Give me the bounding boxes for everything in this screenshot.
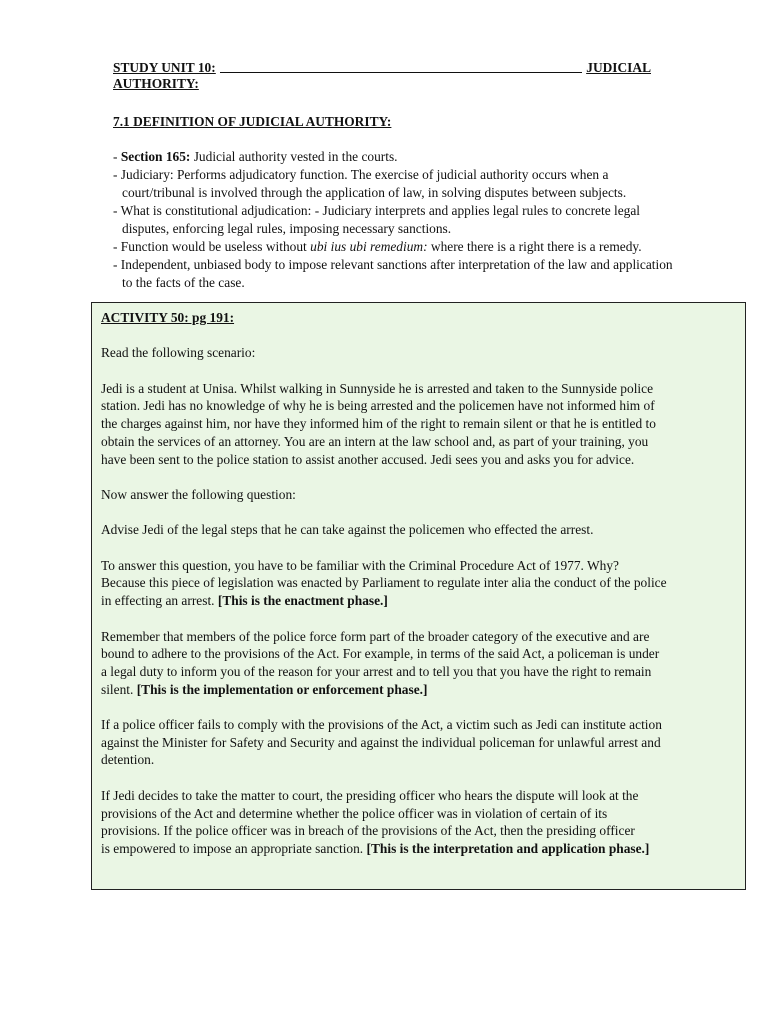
text-line: the charges against him, nor have they informed him of the right to remain silent or that he is entitled to [101, 416, 656, 432]
bullet-continuation: court/tribunal is involved through the application of law, in solving disputes between subjects. [122, 185, 627, 200]
text-line: silent. [101, 681, 137, 697]
latin-maxim: ubi ius ubi remedium: [310, 239, 428, 254]
text-line: obtain the services of an attorney. You are an intern at the law school and, as part of your training, you [101, 433, 649, 449]
text-line: station. Jedi has no knowledge of why he is being arrested and the policemen have not informed him of [101, 398, 655, 414]
enactment-paragraph [101, 557, 736, 610]
text-line: in effecting an arrest. [101, 593, 218, 609]
text-line: bound to adhere to the provisions of the Act. For example, in terms of the said Act, a policeman is under [101, 646, 660, 662]
text-line: against the Minister for Safety and Security and against the individual policeman for unlawful arrest and [101, 734, 661, 750]
text-line: To answer this question, you have to be familiar with the Criminal Procedure Act of 1977. Why? [101, 557, 619, 573]
study-unit-heading [113, 60, 651, 92]
bullet-item [113, 256, 753, 292]
study-unit-title-part1: JUDICIAL [586, 60, 651, 75]
bullet-continuation: disputes, enforcing legal rules, imposing necessary sanctions. [122, 221, 452, 236]
text-line: Because this piece of legislation was enacted by Parliament to regulate inter alia the conduct of the police [101, 575, 667, 591]
study-unit-title-part2: AUTHORITY: [113, 76, 199, 91]
interpretation-paragraph [101, 787, 736, 858]
phase-label: [This is the implementation or enforcement phase.] [136, 681, 428, 697]
bullet-text: - Judiciary: Performs adjudicatory function. The exercise of judicial authority occurs when a [113, 167, 609, 182]
definition-bullet-list [113, 148, 753, 292]
question-paragraph: Advise Jedi of the legal steps that he can take against the policemen who effected the arrest. [101, 522, 594, 538]
text-line: provisions of the Act and determine whether the police officer was in violation of certain of its [101, 805, 608, 821]
text-line: have been sent to the police station to assist another accused. Jedi sees you and asks you for advice. [101, 451, 635, 467]
bullet-text: Judicial authority vested in the courts. [190, 149, 398, 164]
bullet-item [113, 238, 753, 256]
text-line: Remember that members of the police force form part of the broader category of the executive and are [101, 628, 650, 644]
bullet-prefix: - [113, 149, 121, 164]
activity-box [91, 302, 746, 890]
activity-paragraph: Read the following scenario: [101, 345, 256, 361]
section-title: 7.1 DEFINITION OF JUDICIAL AUTHORITY: [113, 114, 392, 129]
scenario-paragraph [101, 380, 736, 469]
study-unit-label: STUDY UNIT 10: [113, 60, 216, 75]
enforcement-paragraph [101, 628, 736, 699]
phase-label: [This is the interpretation and application phase.] [366, 840, 650, 856]
bullet-text: - Function would be useless without [113, 239, 311, 254]
bullet-item [113, 202, 753, 238]
text-line: a legal duty to inform you of the reason for your arrest and to tell you that you have the right to remain [101, 663, 652, 679]
heading-underline-gap [220, 60, 583, 73]
text-line: detention. [101, 752, 155, 768]
text-line: If Jedi decides to take the matter to court, the presiding officer who hears the dispute will look at the [101, 787, 639, 803]
activity-paragraph: Now answer the following question: [101, 486, 296, 502]
phase-label: [This is the enactment phase.] [217, 593, 388, 609]
remedy-paragraph [101, 716, 736, 769]
text-line: If a police officer fails to comply with the provisions of the Act, a victim such as Jedi can institute action [101, 717, 662, 733]
bullet-item [113, 166, 753, 202]
bullet-text: - What is constitutional adjudication: - Judiciary interprets and applies legal rules to concrete legal [113, 203, 641, 218]
bullet-text: - Independent, unbiased body to impose relevant sanctions after interpretation of the law and application [113, 257, 673, 272]
section-reference: Section 165: [120, 149, 191, 164]
bullet-item [113, 148, 753, 166]
bullet-continuation: to the facts of the case. [122, 275, 245, 290]
bullet-text: where there is a right there is a remedy. [427, 239, 642, 254]
text-line: is empowered to impose an appropriate sanction. [101, 840, 367, 856]
text-line: provisions. If the police officer was in breach of the provisions of the Act, then the presiding officer [101, 823, 635, 839]
activity-title: ACTIVITY 50: pg 191: [101, 310, 235, 325]
text-line: Jedi is a student at Unisa. Whilst walking in Sunnyside he is arrested and taken to the Sunnyside police [101, 380, 654, 396]
